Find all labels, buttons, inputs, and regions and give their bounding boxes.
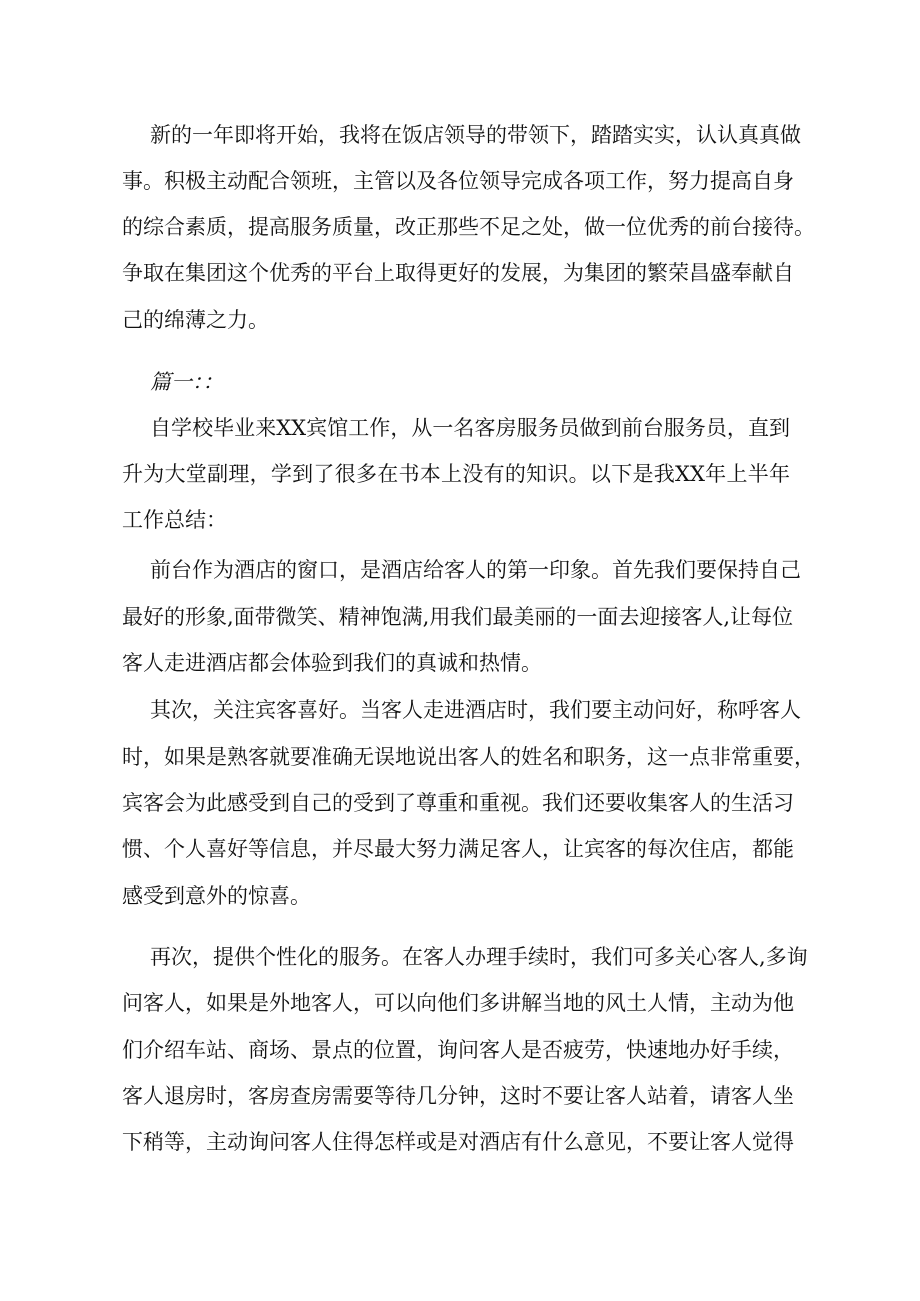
text-line: 问客人，如果是外地客人，可以向他们多讲解当地的风土人情，主动为他 (122, 991, 794, 1015)
text-line: 前台作为酒店的窗口，是酒店给客人的第一印象。首先我们要保持自己 (150, 558, 801, 582)
text-line: 的综合素质，提高服务质量，改正那些不足之处，做一位优秀的前台接待。 (122, 215, 815, 239)
text-line: 惯、个人喜好等信息，并尽最大努力满足客人，让宾客的每次住店，都能 (122, 837, 794, 861)
text-line: 感受到意外的惊喜。 (122, 884, 311, 908)
text-line: 时，如果是熟客就要准确无误地说出客人的姓名和职务，这一点非常重要， (122, 745, 815, 769)
text-line: 己的绵薄之力。 (122, 308, 269, 332)
text-line: 自学校毕业来XX宾馆工作，从一名客房服务员做到前台服务员，直到 (150, 416, 790, 440)
text-line: 事。积极主动配合领班，主管以及各位领导完成各项工作，努力提高自身 (122, 169, 794, 193)
text-line: 再次，提供个性化的服务。在客人办理手续时，我们可多关心客人,多询 (150, 945, 808, 969)
text-line: 其次，关注宾客喜好。当客人走进酒店时，我们要主动问好，称呼客人 (150, 698, 801, 722)
text-line: 下稍等，主动询问客人住得怎样或是对酒店有什么意见，不要让客人觉得 (122, 1130, 794, 1154)
text-line: 客人退房时，客房查房需要等待几分钟，这时不要让客人站着，请客人坐 (122, 1084, 794, 1108)
section-heading: 篇一：： (150, 370, 224, 394)
text-line: 最好的形象,面带微笑、精神饱满,用我们最美丽的一面去迎接客人,让每位 (122, 605, 794, 629)
text-line: 升为大堂副理，学到了很多在书本上没有的知识。以下是我XX年上半年 (122, 462, 790, 486)
text-line: 争取在集团这个优秀的平台上取得更好的发展，为集团的繁荣昌盛奉献自 (122, 261, 794, 285)
text-line: 们介绍车站、商场、景点的位置，询问客人是否疲劳，快速地办好手续， (122, 1038, 794, 1062)
text-line: 新的一年即将开始，我将在饭店领导的带领下，踏踏实实，认认真真做 (150, 123, 801, 147)
text-line: 客人走进酒店都会体验到我们的真诚和热情。 (122, 651, 542, 675)
text-line: 工作总结： (122, 508, 227, 532)
text-line: 宾客会为此感受到自己的受到了尊重和重视。我们还要收集客人的生活习 (122, 791, 794, 815)
